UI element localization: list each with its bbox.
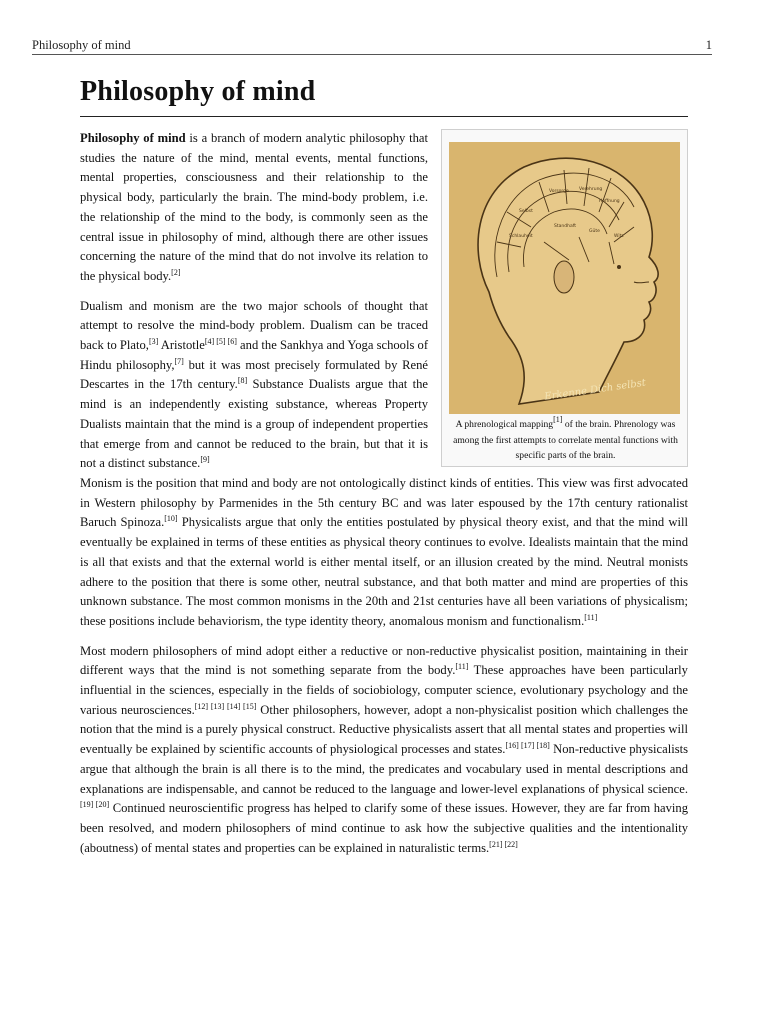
citation[interactable]: [21] bbox=[489, 839, 503, 849]
citation[interactable]: [18] bbox=[534, 741, 550, 751]
citation[interactable]: [22] bbox=[502, 839, 518, 849]
svg-text:Witz: Witz bbox=[614, 234, 624, 239]
citation[interactable]: [12] bbox=[194, 701, 209, 711]
page-title: Philosophy of mind bbox=[80, 76, 688, 117]
citation[interactable]: [6] bbox=[225, 337, 237, 347]
figure-phrenology bbox=[441, 129, 688, 467]
citation[interactable]: [17] bbox=[518, 741, 535, 751]
svg-text:Güte: Güte bbox=[589, 229, 600, 234]
svg-text:Verehrung: Verehrung bbox=[579, 187, 603, 192]
phrenology-head-image bbox=[449, 142, 680, 414]
paragraph-intro: Philosophy of mind is a branch of modern analytic philosophy that studies the nature of the mind, mental events, mental functions, mental properties, consciousness and their relationship to the physical body, particularly the brain. The mind-body problem, i.e. the relationship of the mind to the body, is commonly seen as the central issue in philosophy of mind, although there are other issues concerning the nature of the mind that do not involve its relation to the physical body.[2] bbox=[80, 131, 429, 283]
paragraph-physicalism: Most modern philosophers of mind adopt either a reductive or non-reductive physicalist position, maintaining in their different ways that the mind is not something separate from the body.[11] These approaches have been particularly influential in the sciences, especially in the fields of sociobiology, computer science, evolutionary psychology and the various neurosciences.[12] [13] [14] [15] Other philosophers, however, adopt a non-physicalist position which challenges the notion that the mind is a purely physical construct. Reductive physicalists assert that all mental states and properties will eventually be explained by scientific accounts of physiological processes and states.[16] [17] [18] Non-reductive physicalists argue that although the brain is all there is to the mind, the predicates and vocabulary used in mental descriptions and explanations are indispensable, and cannot be reduced to the language and lower-level explanations of physical science.[19] [20] Continued neuroscientific progress has helped to clarify some of these issues. However, they are far from having been resolved, and modern philosophers of mind continue to ask how the subjective qualities and the intentionality (aboutness) of mental states and properties can be explained in naturalistic terms.[21] [22] bbox=[80, 643, 689, 855]
page-number: 1 bbox=[705, 38, 712, 52]
citation[interactable]: [11] bbox=[455, 662, 469, 672]
citation[interactable]: [2] bbox=[171, 267, 181, 277]
svg-text:Schlauheit: Schlauheit bbox=[509, 234, 533, 239]
citation[interactable]: [9] bbox=[200, 455, 210, 465]
svg-text:Vorsorge: Vorsorge bbox=[549, 189, 569, 194]
svg-text:Selbst: Selbst bbox=[519, 209, 533, 214]
main-column bbox=[80, 474, 688, 868]
citation[interactable]: [13] bbox=[208, 701, 225, 711]
image-inscription: Erkenne Dich selbst bbox=[543, 377, 647, 403]
citation[interactable]: [8] bbox=[237, 376, 248, 386]
citation[interactable]: [14] bbox=[224, 701, 241, 711]
citation[interactable]: [4] bbox=[204, 337, 215, 347]
term-bold: Philosophy of mind bbox=[80, 131, 186, 145]
citation[interactable]: [19] bbox=[80, 800, 94, 810]
citation[interactable]: [15] bbox=[240, 701, 257, 711]
citation[interactable]: [10] bbox=[164, 514, 178, 524]
citation[interactable]: [16] bbox=[505, 741, 519, 751]
citation[interactable]: [11] bbox=[584, 612, 598, 622]
citation[interactable]: [7] bbox=[174, 356, 184, 366]
citation[interactable]: [20] bbox=[93, 800, 110, 810]
svg-text:Hoffnung: Hoffnung bbox=[599, 199, 620, 204]
citation[interactable]: [5] bbox=[214, 337, 226, 347]
running-header-title: Philosophy of mind bbox=[32, 38, 131, 52]
paragraph-dualism: Dualism and monism are the two major schools of thought that attempt to resolve the mind-body problem. Dualism can be traced back to Plato,[3] Aristotle[4] [5] [6] and the Sankhya and Yoga schools of Hindu philosophy,[7] but it was most precisely formulated by René Descartes in the 17th century.[8] Substance Dualists argue that the mind is an independently existing substance, whereas Property Dualists maintain that the mind is a group of independent properties that emerge from and cannot be reduced to the brain, but that it is not a distinct substance.[9] bbox=[80, 298, 429, 471]
citation[interactable]: [3] bbox=[148, 337, 159, 347]
running-header bbox=[32, 38, 712, 55]
paragraph-monism: Monism is the position that mind and body are not ontologically distinct kinds of entities. This view was first advocated in Western philosophy by Parmenides in the 5th century BC and was later espoused by the 17th century rationalist Baruch Spinoza.[10] Physicalists argue that only the entities postulated by physical theory exist, and that the mind will eventually be explained in terms of these entities as physical theory continues to evolve. Idealists maintain that the mind is all that exists and that the external world is either mental itself, or an illusion created by the mind. Neutral monists adhere to the position that there is some other, neutral substance, and that both matter and mind are properties of this unknown substance. The most common monisms in the 20th and 21st centuries have all been variations of physicalism; these positions include behaviorism, the type identity theory, anomalous monism and functionalism.[11] bbox=[80, 476, 688, 628]
citation[interactable]: [1] bbox=[553, 415, 563, 424]
intro-column bbox=[80, 129, 428, 484]
svg-text:Standhaft: Standhaft bbox=[554, 224, 576, 229]
figure-caption: A phrenological mapping[1] of the brain. Phrenology was among the first attempts to correlate mental functions with specific parts of the brain. bbox=[453, 415, 678, 461]
